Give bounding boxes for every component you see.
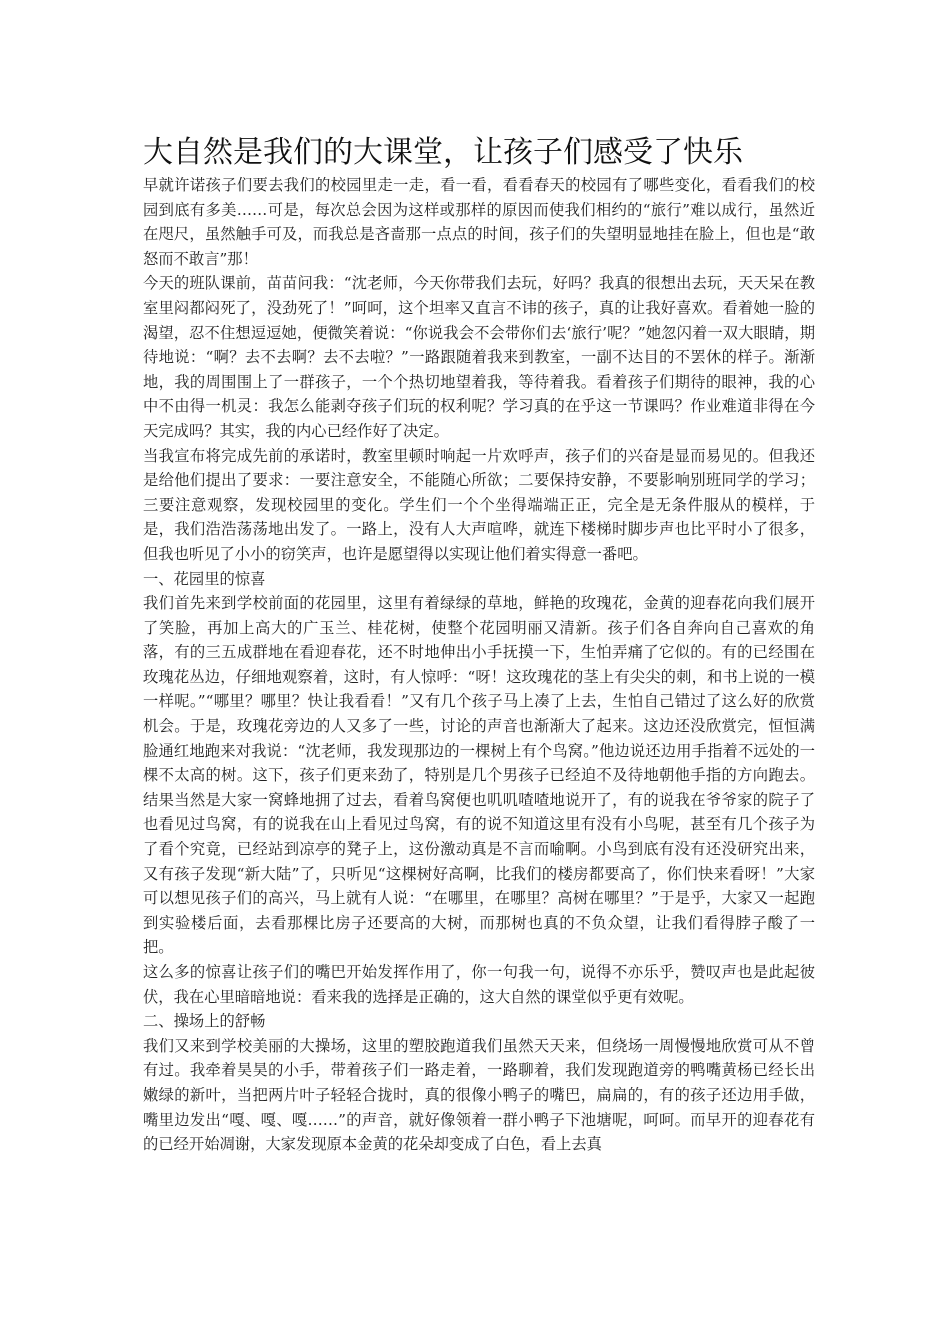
document-title: 大自然是我们的大课堂，让孩子们感受了快乐	[143, 135, 743, 170]
playground-paragraph-1: 我们又来到学校美丽的大操场，这里的塑胶跑道我们虽然天天来，但绕场一周慢慢地欣赏可从不曾有过。我牵着昊昊的小手，带着孩子们一路走着，一路聊着，我们发现跑道旁的鸭嘴黄杨已经长出嫩绿的新叶，当把两片叶子轻轻合拢时，真的很像小鸭子的嘴巴，扁扁的，有的孩子还边用手做，嘴里边发出“嘎、嘎、嘎……”的声音，就好像领着一群小鸭子下池塘呢，呵呵。而早开的迎春花有的已经开始凋谢，大家发现原本金黄的花朵却变成了白色，看上去真	[143, 1036, 815, 1154]
intro-paragraph-2: 今天的班队课前，苗苗问我：“沈老师，今天你带我们去玩，好吗？我真的很想出去玩，天天呆在教室里闷都闷死了，没劲死了！”呵呵，这个坦率又直言不讳的孩子，真的让我好喜欢。看着她一脸的渴望，忍不住想逗逗她，便微笑着说：“你说我会不会带你们去‘旅行’呢？”她忽闪着一双大眼睛，期待地说：“啊？去不去啊？去不去啦？”一路跟随着我来到教室，一副不达目的不罢休的样子。渐渐地，我的周围围上了一群孩子，一个个热切地望着我，等待着我。看着孩子们期待的眼神，我的心中不由得一机灵：我怎么能剥夺孩子们玩的权利呢？学习真的在乎这一节课吗？作业难道非得在今天完成吗？其实，我的内心已经作好了决定。	[143, 274, 815, 440]
section-heading-garden: 一、花园里的惊喜	[143, 569, 266, 588]
garden-paragraph-2: 这么多的惊喜让孩子们的嘴巴开始发挥作用了，你一句我一句，说得不亦乐乎，赞叹声也是此起彼伏，我在心里暗暗地说：看来我的选择是正确的，这大自然的课堂似乎更有效呢。	[143, 963, 815, 1006]
intro-paragraph-1: 早就许诺孩子们要去我们的校园里走一走，看一看，看看春天的校园有了哪些变化，看看我们的校园到底有多美……可是，每次总会因为这样或那样的原因而使我们相约的“旅行”难以成行，虽然近在咫尺，虽然触手可及，而我总是吝啬那一点点的时间，孩子们的失望明显地挂在脸上，但也是“敢怒而不敢言”那！	[143, 176, 815, 268]
garden-paragraph-1: 我们首先来到学校前面的花园里，这里有着绿绿的草地，鲜艳的玫瑰花，金黄的迎春花向我们展开了笑脸，再加上高大的广玉兰、桂花树，使整个花园明丽又清新。孩子们各自奔向自己喜欢的角落，有的三五成群地在看迎春花，还不时地伸出小手抚摸一下，生怕弄痛了它似的。有的已经围在玫瑰花丛边，仔细地观察着，这时，有人惊呼：“呀！这玫瑰花的茎上有尖尖的刺，和书上说的一模一样呢。”“哪里？哪里？快让我看看！”又有几个孩子马上凑了上去，生怕自己错过了这么好的欣赏机会。于是，玫瑰花旁边的人又多了一些，讨论的声音也渐渐大了起来。这边还没欣赏完，恒恒满脸通红地跑来对我说：“沈老师，我发现那边的一棵树上有个鸟窝。”他边说还边用手指着不远处的一棵不太高的树。这下，孩子们更来劲了，特别是几个男孩子已经迫不及待地朝他手指的方向跑去。结果当然是大家一窝蜂地拥了过去，看着鸟窝便也叽叽喳喳地说开了，有的说我在爷爷家的院子了也看见过鸟窝，有的说我在山上看见过鸟窝，有的说不知道这里有没有小鸟呢，甚至有几个孩子为了看个究竟，已经站到凉亭的凳子上，这份激动真是不言而喻啊。小鸟到底有没有还没研究出来，又有孩子发现“新大陆”了，只听见“这棵树好高啊，比我们的楼房都要高了，你们快来看呀！”大家可以想见孩子们的高兴，马上就有人说：“在哪里，在哪里？高树在哪里？”于是乎，大家又一起跑到实验楼后面，去看那棵比房子还要高的大树，而那树也真的不负众望，让我们看得脖子酸了一把。	[143, 594, 815, 957]
document-content	[143, 133, 815, 1157]
intro-paragraph-3: 当我宣布将完成先前的承诺时，教室里顿时响起一片欢呼声，孩子们的兴奋是显而易见的。但我还是给他们提出了要求：一要注意安全，不能随心所欲；二要保持安静，不要影响别班同学的学习；三要注意观察，发现校园里的变化。学生们一个个坐得端端正正，完全是无条件服从的模样，于是，我们浩浩荡荡地出发了。一路上，没有人大声喧哗，就连下楼梯时脚步声也比平时小了很多，但我也听见了小小的窃笑声，也许是愿望得以实现让他们着实得意一番吧。	[143, 446, 815, 563]
section-heading-playground: 二、操场上的舒畅	[143, 1012, 266, 1031]
